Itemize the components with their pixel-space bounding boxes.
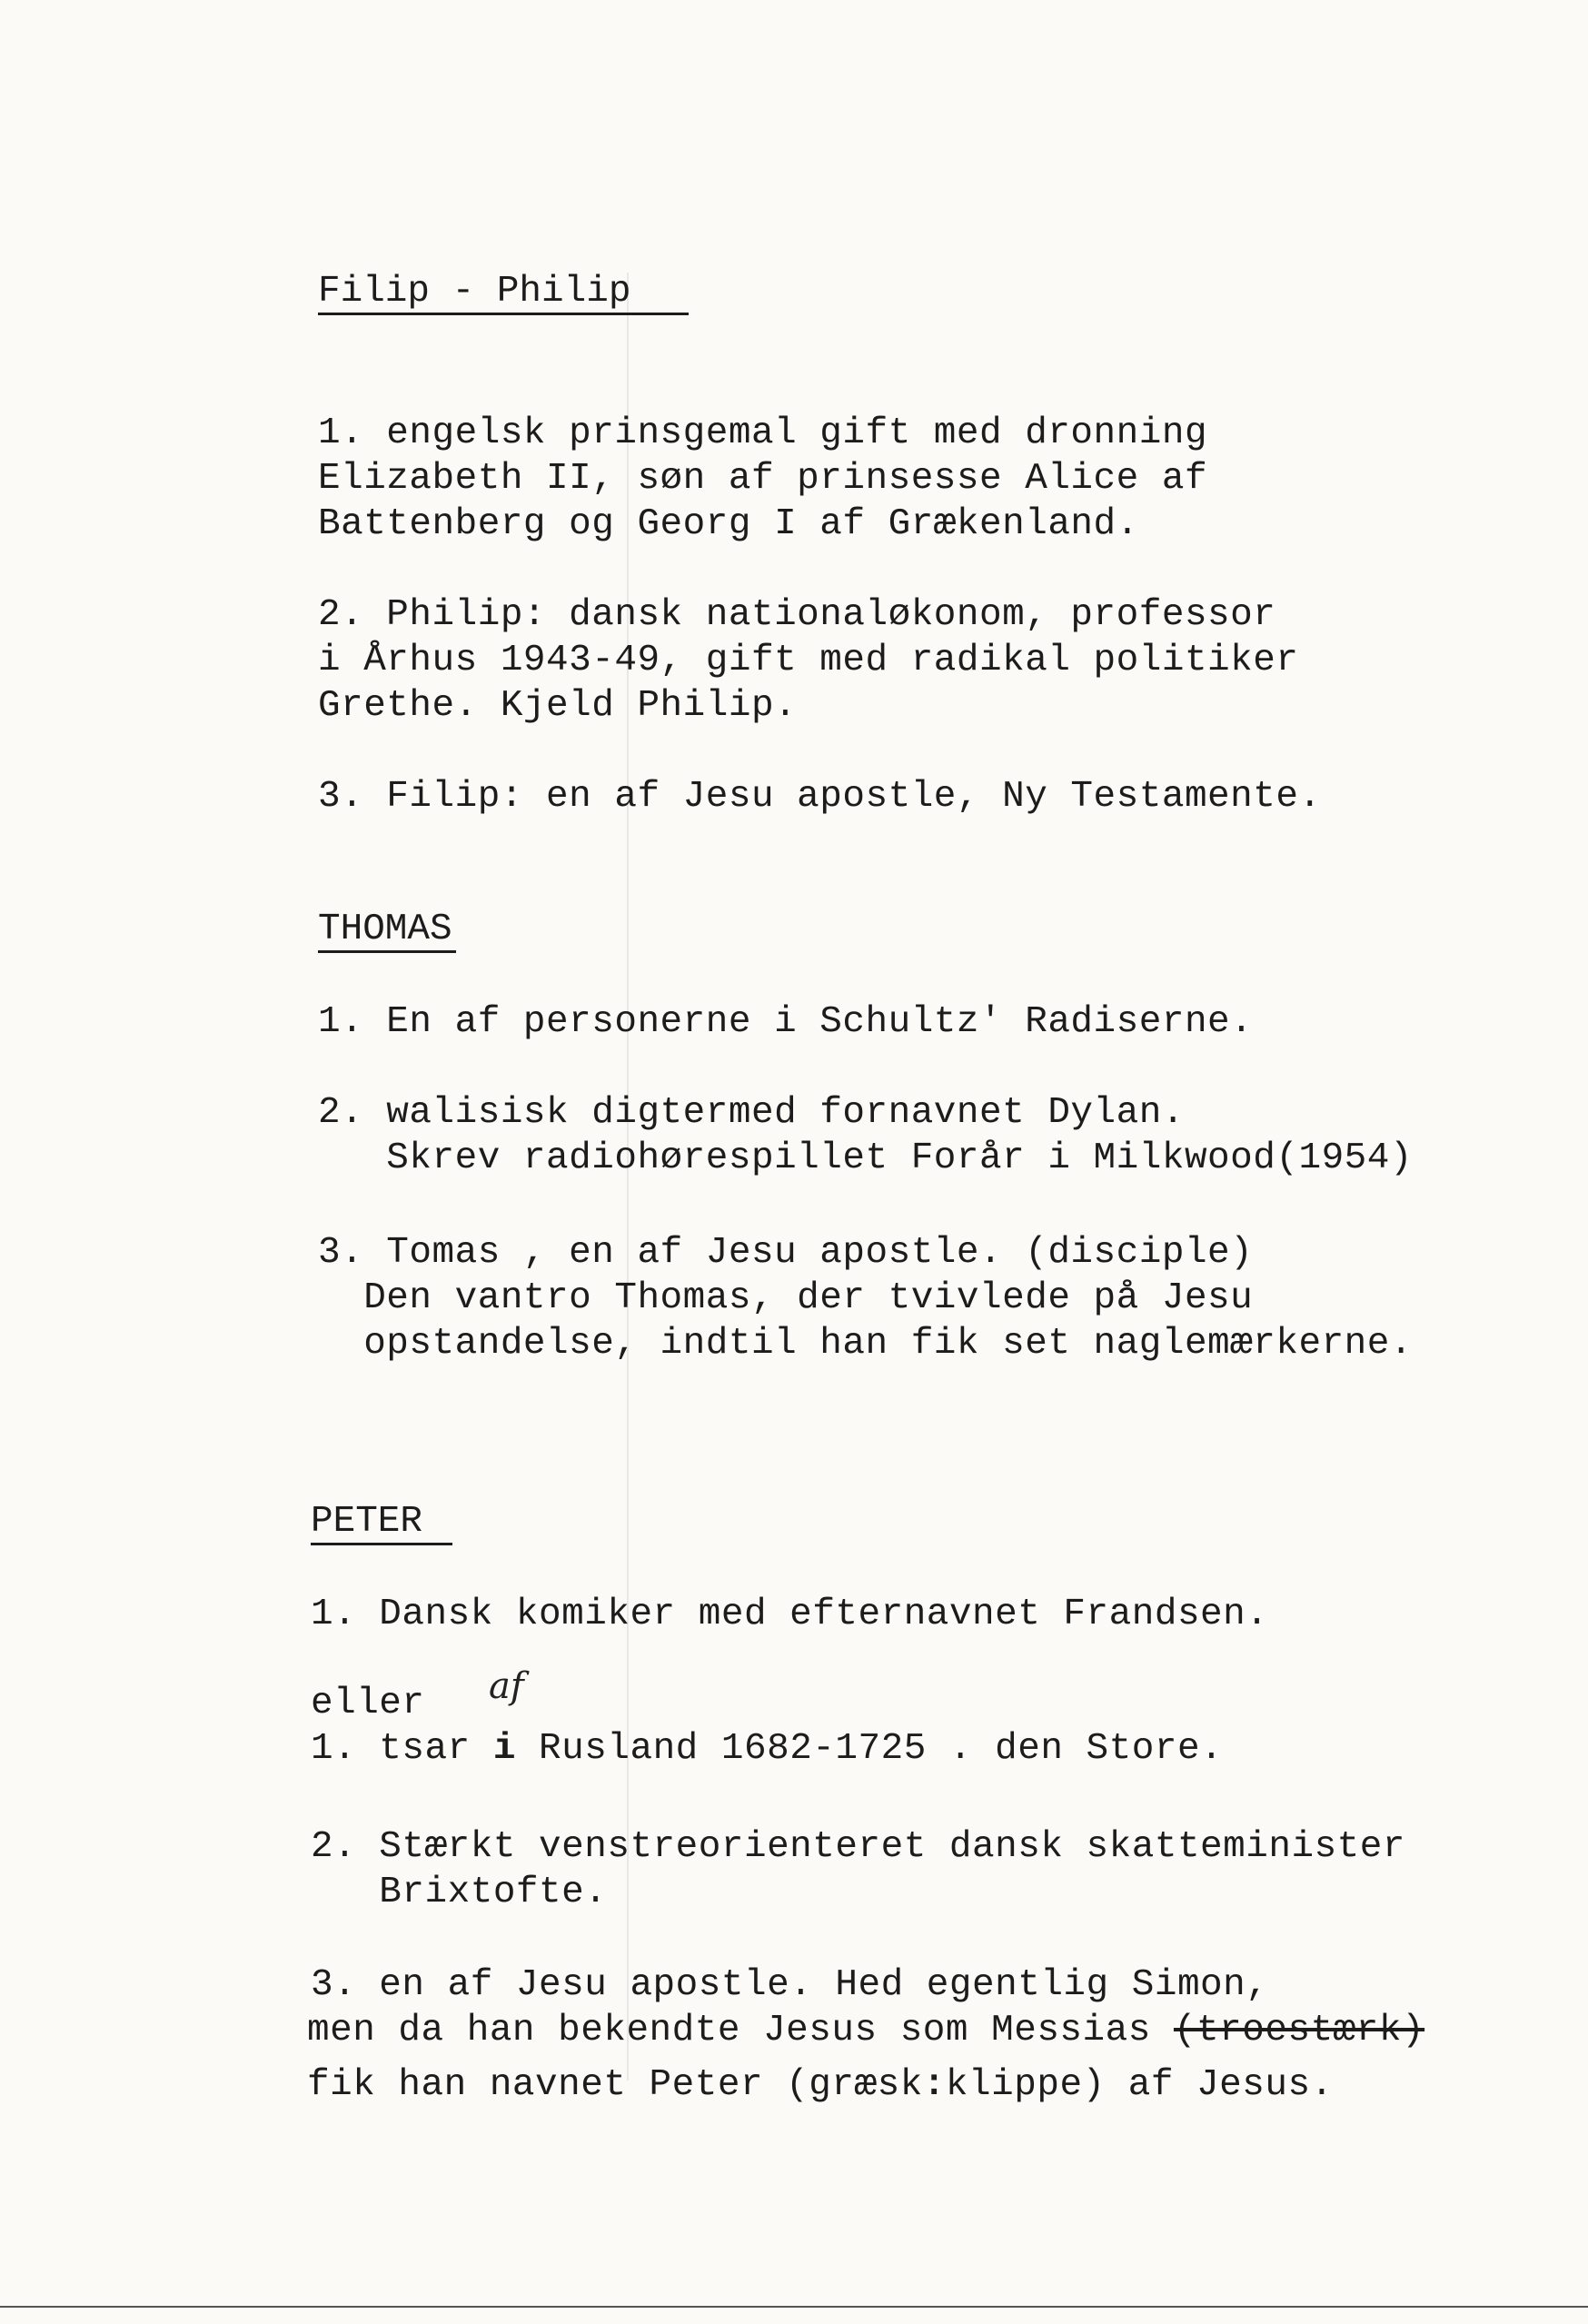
handwritten-insertion-af: af	[489, 1665, 524, 1707]
thomas-item-2-line-2: Skrev radiohørespillet Forår i Milkwood(1954)	[318, 1137, 1413, 1179]
peter-item-2-line-2: Brixtofte.	[311, 1872, 608, 1913]
filip-item-2-line-3: Grethe. Kjeld Philip.	[318, 685, 798, 727]
peter-item-3-line-3-start: fik han navnet Peter (græsk	[307, 2064, 923, 2106]
filip-item-2-line-2: i Århus 1943-49, gift med radikal politiker	[318, 640, 1299, 681]
peter-item-3-line-2	[307, 2008, 1424, 2053]
peter-item-1b-start: 1. tsar	[311, 1728, 493, 1770]
peter-item-2-line-1: 2. Stærkt venstreorienteret dansk skatteminister	[311, 1826, 1405, 1868]
peter-item-3-line-1: 3. en af Jesu apostle. Hed egentlig Simon,	[311, 1964, 1269, 2006]
thomas-item-1: 1. En af personerne i Schultz' Radiserne.	[318, 1001, 1254, 1043]
thomas-item-2-line-1: 2. walisisk digtermed fornavnet Dylan.	[318, 1092, 1185, 1134]
peter-item-3-line-3-end: klippe) af Jesus.	[945, 2064, 1334, 2106]
peter-item-3-line-3	[307, 2062, 1334, 2108]
struck-out-word: (troestærk)	[1173, 2010, 1425, 2051]
thomas-item-3-line-1: 3. Tomas , en af Jesu apostle. (disciple)	[318, 1232, 1254, 1274]
peter-item-1: 1. Dansk komiker med efternavnet Frandsen.	[311, 1594, 1269, 1635]
heading-filip-underline	[318, 313, 689, 315]
filip-item-1-line-3: Battenberg og Georg I af Grækenland.	[318, 503, 1139, 545]
peter-eller: eller	[311, 1683, 425, 1724]
peter-item-3-line-2-text: men da han bekendte Jesus som Messias	[307, 2010, 1174, 2051]
thomas-item-3-line-2: Den vantro Thomas, der tvivlede på Jesu	[318, 1277, 1254, 1319]
bottom-edge-rule	[0, 2306, 1588, 2308]
filip-item-1-line-2: Elizabeth II, søn af prinsesse Alice af	[318, 458, 1208, 500]
peter-item-1b-corrected-word: i	[492, 1728, 516, 1770]
peter-item-1b	[311, 1726, 1223, 1772]
thomas-item-3-line-3: opstandelse, indtil han fik set naglemærkerne.	[318, 1323, 1413, 1365]
heading-peter-underline	[311, 1543, 452, 1545]
heading-thomas-underline	[318, 950, 456, 953]
peter-item-1b-end: Rusland 1682-1725 . den Store.	[515, 1728, 1224, 1770]
filip-item-1-line-1: 1. engelsk prinsgemal gift med dronning	[318, 412, 1208, 454]
heading-peter: PETER	[311, 1501, 423, 1543]
filip-item-3: 3. Filip: en af Jesu apostle, Ny Testamente.	[318, 776, 1322, 818]
handwritten-colon: :	[922, 2064, 946, 2106]
filip-item-2-line-1: 2. Philip: dansk nationaløkonom, professor	[318, 594, 1276, 636]
heading-filip: Filip - Philip	[318, 271, 631, 313]
heading-thomas: THOMAS	[318, 909, 452, 950]
